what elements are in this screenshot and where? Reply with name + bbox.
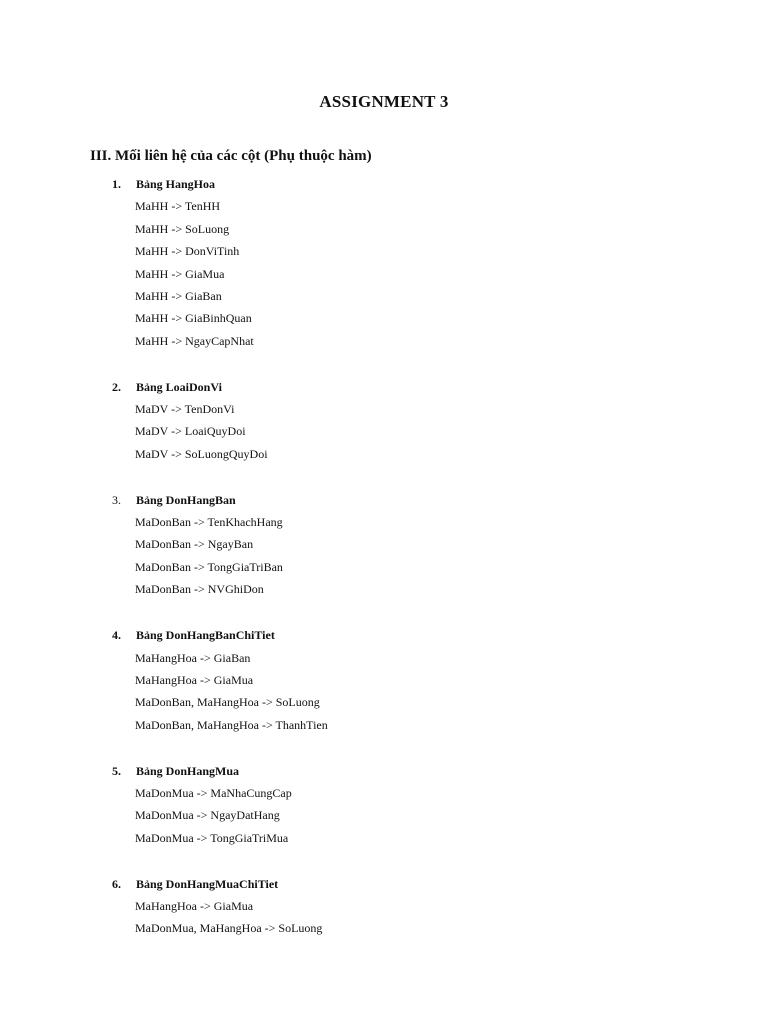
dependency-line: MaHH -> DonViTinh — [135, 244, 240, 259]
dependency-line: MaDonMua -> TongGiaTriMua — [135, 830, 289, 845]
dependency-line: MaDonMua, MaHangHoa -> SoLuong — [135, 921, 323, 936]
table-heading — [112, 873, 732, 895]
table-name: Bảng DonHangMuaChiTiet — [136, 876, 279, 891]
table-name: Bảng LoaiDonVi — [136, 379, 222, 394]
table-name: Bảng DonHangBanChiTiet — [136, 628, 275, 643]
table-block-donhangmuachitiet — [112, 873, 732, 940]
table-number: 2. — [112, 379, 121, 394]
table-name: Bảng HangHoa — [136, 177, 216, 191]
table-heading — [112, 489, 732, 511]
dependency-line: MaDV -> LoaiQuyDoi — [135, 424, 246, 439]
table-block-loaidonvi — [112, 376, 732, 466]
dependency-line: MaDV -> TenDonVi — [135, 402, 235, 417]
table-number: 4. — [112, 628, 121, 643]
table-block-donhangban — [112, 489, 732, 601]
table-heading — [112, 173, 732, 195]
dependency-line: MaHH -> SoLuong — [135, 221, 230, 236]
dependency-line: MaDonMua -> NgayDatHang — [135, 808, 280, 823]
dependency-line: MaHangHoa -> GiaMua — [135, 672, 254, 687]
dependency-line: MaDonBan, MaHangHoa -> SoLuong — [135, 695, 320, 710]
dependency-line: MaHangHoa -> GiaMua — [135, 899, 254, 914]
table-heading — [112, 760, 732, 782]
table-number: 6. — [112, 876, 121, 891]
table-name: Bảng DonHangBan — [136, 492, 236, 507]
table-list — [112, 173, 732, 963]
table-name: Bảng DonHangMua — [136, 763, 240, 778]
document-title: ASSIGNMENT 3 — [319, 92, 449, 111]
table-number: 5. — [112, 763, 121, 778]
dependency-line: MaHangHoa -> GiaBan — [135, 650, 251, 665]
dependency-line: MaDonBan -> TongGiaTriBan — [135, 559, 283, 574]
table-number: 1. — [112, 177, 121, 191]
dependency-line: MaHH -> GiaMua — [135, 266, 225, 281]
table-block-donhangbanchitiet — [112, 624, 732, 736]
dependency-line: MaDV -> SoLuongQuyDoi — [135, 446, 268, 461]
dependency-line: MaDonBan, MaHangHoa -> ThanhTien — [135, 717, 328, 732]
dependency-line: MaDonBan -> TenKhachHang — [135, 515, 283, 530]
dependency-line: MaDonMua -> MaNhaCungCap — [135, 785, 292, 800]
table-heading — [112, 624, 732, 646]
dependency-line: MaDonBan -> NgayBan — [135, 537, 254, 552]
table-block-donhangmua — [112, 760, 732, 850]
dependency-line: MaHH -> GiaBan — [135, 288, 222, 303]
dependency-line: MaHH -> NgayCapNhat — [135, 333, 254, 348]
table-heading — [112, 376, 732, 398]
section-heading: III. Mối liên hệ của các cột (Phụ thuộc hàm) — [90, 148, 372, 164]
dependency-line: MaHH -> TenHH — [135, 199, 221, 214]
table-number: 3. — [112, 492, 121, 507]
table-block-hanghoa — [112, 173, 732, 352]
dependency-line: MaHH -> GiaBinhQuan — [135, 311, 252, 326]
dependency-line: MaDonBan -> NVGhiDon — [135, 582, 264, 597]
